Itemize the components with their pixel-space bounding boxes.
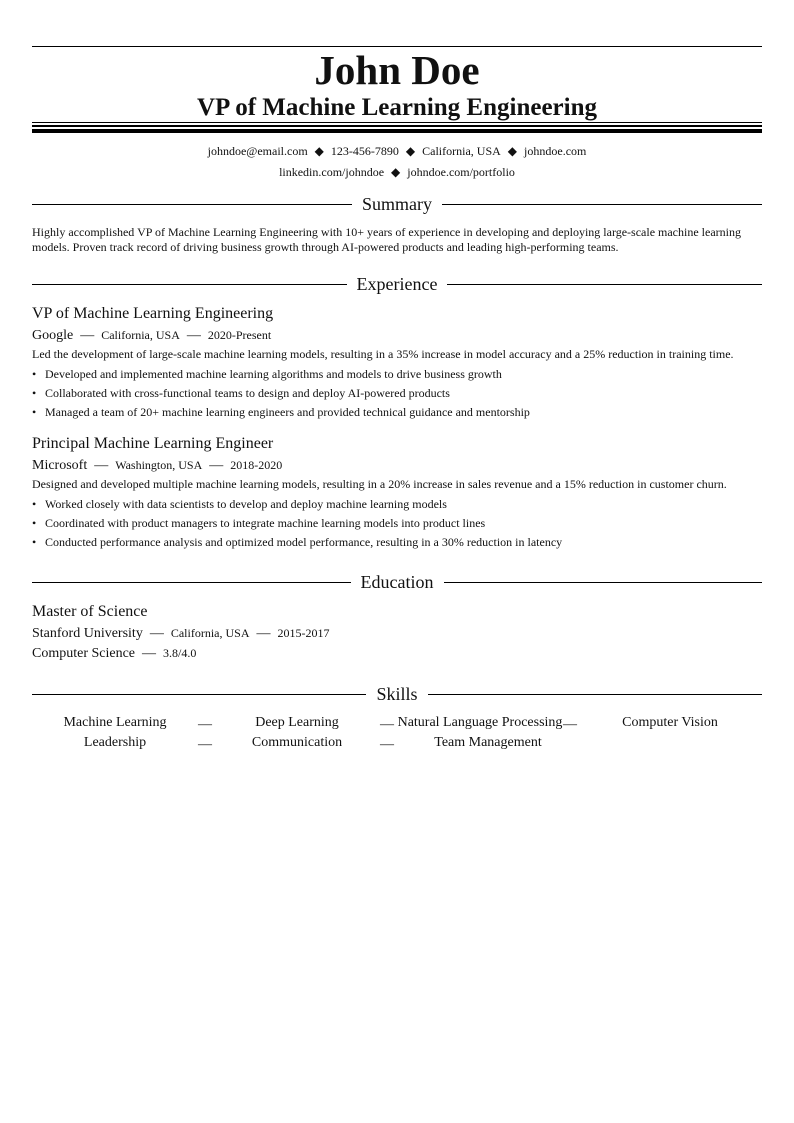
skills-row-2 (32, 733, 762, 753)
summary-text: Highly accomplished VP of Machine Learning Engineering with 10+ years of experience in developing and deploying large-scale machine learning models. Proven track record of driving business growth through AI-powered products and leading high-performing teams. (32, 225, 741, 254)
dash-separator: — (94, 458, 109, 473)
experience-section-heading (32, 273, 762, 295)
job-meta (32, 456, 282, 475)
job-bullet (32, 534, 562, 550)
bullet-text: Conducted performance analysis and optimized model performance, resulting in a 30% reduction in latency (45, 535, 563, 549)
heading-rule-right (444, 582, 763, 583)
summary-heading-label: Summary (362, 194, 432, 214)
contact-linkedin[interactable]: linkedin.com/johndoe (279, 165, 385, 179)
heading-rule-right (447, 284, 762, 285)
contact-location: California, USA (422, 144, 501, 158)
dash-separator: — (198, 717, 212, 732)
diamond-separator-icon: ◆ (405, 144, 416, 158)
job-company: Google (32, 328, 74, 343)
skill-item: Computer Vision (622, 715, 718, 730)
job-dates: 2018-2020 (230, 458, 283, 472)
job-title: Principal Machine Learning Engineer (32, 435, 274, 452)
job-company: Microsoft (32, 458, 88, 473)
job-dates: 2020-Present (207, 328, 272, 342)
job-location: California, USA (101, 328, 180, 342)
education-section-heading (32, 571, 762, 593)
bullet-icon: • (32, 367, 37, 381)
education-field: Computer Science (32, 646, 136, 661)
skill-item: Leadership (83, 735, 147, 750)
skill-item: Team Management (434, 735, 542, 750)
job-description: Designed and developed multiple machine learning models, resulting in a 20% increase in sales revenue and a 15% reduction in customer churn. (32, 477, 727, 491)
contact-line-1 (32, 143, 762, 159)
dash-separator: — (80, 328, 95, 343)
summary-section-heading (32, 193, 762, 215)
contact-phone[interactable]: 123-456-7890 (330, 144, 399, 158)
bullet-text: Collaborated with cross-functional teams to design and deploy AI-powered products (45, 386, 450, 400)
job-bullet (32, 385, 450, 401)
job-bullet (32, 496, 447, 512)
dash-separator: — (149, 626, 164, 641)
education-field-meta (32, 644, 196, 663)
education-meta (32, 624, 329, 643)
heading-rule-left (32, 694, 366, 695)
education-degree: Master of Science (32, 603, 148, 620)
dash-separator: — (186, 328, 201, 343)
skill-item: Communication (251, 735, 343, 750)
dash-separator: — (142, 646, 157, 661)
job-title: VP of Machine Learning Engineering (32, 305, 274, 322)
education-heading-label: Education (360, 572, 434, 592)
contact-email[interactable]: johndoe@email.com (207, 144, 308, 158)
education-dates: 2015-2017 (277, 626, 330, 640)
bullet-text: Managed a team of 20+ machine learning engineers and provided technical guidance and mentorship (45, 405, 530, 419)
heading-rule-left (32, 204, 352, 205)
bullet-icon: • (32, 405, 37, 419)
heading-rule-left (32, 284, 347, 285)
dash-separator: — (198, 737, 212, 752)
dash-separator: — (380, 717, 394, 732)
dash-separator: — (563, 717, 577, 732)
skill-item: Natural Language Processing (397, 715, 563, 730)
job-bullet (32, 404, 530, 420)
skills-heading-label: Skills (376, 684, 418, 704)
heading-rule-right (442, 204, 762, 205)
contact-portfolio[interactable]: johndoe.com/portfolio (407, 165, 515, 179)
skills-section-heading (32, 683, 762, 705)
diamond-separator-icon: ◆ (314, 144, 324, 158)
bullet-text: Coordinated with product managers to integrate machine learning models into product lines (45, 516, 486, 530)
dash-separator: — (380, 737, 394, 752)
contact-line-2 (32, 164, 762, 180)
education-location: California, USA (170, 626, 250, 640)
skill-item: Deep Learning (255, 715, 339, 730)
bullet-text: Worked closely with data scientists to develop and deploy machine learning models (45, 497, 447, 511)
dash-separator: — (256, 626, 271, 641)
education-gpa: 3.8/4.0 (163, 646, 197, 660)
skills-row-1 (32, 713, 762, 733)
header-rule-thick (32, 129, 762, 133)
job-location: Washington, USA (115, 458, 203, 472)
job-description: Led the development of large-scale machine learning models, resulting in a 35% increase in model accuracy and a 25% reduction in training time. (32, 347, 734, 361)
diamond-separator-icon: ◆ (391, 165, 401, 179)
bullet-icon: • (32, 535, 37, 549)
bullet-text: Developed and implemented machine learning algorithms and models to drive business growth (45, 367, 502, 381)
contact-website[interactable]: johndoe.com (524, 144, 587, 158)
heading-rule-right (428, 694, 762, 695)
job-bullet (32, 366, 502, 382)
job-bullet (32, 515, 485, 531)
job-meta (32, 326, 271, 345)
bullet-icon: • (32, 497, 37, 511)
heading-rule-left (32, 582, 351, 583)
bullet-icon: • (32, 386, 37, 400)
diamond-separator-icon: ◆ (507, 144, 518, 158)
skill-item: Machine Learning (63, 715, 167, 730)
candidate-title: VP of Machine Learning Engineering (197, 94, 597, 121)
header-rule-medium (32, 125, 762, 127)
experience-heading-label: Experience (356, 274, 438, 294)
dash-separator: — (209, 458, 224, 473)
candidate-name: John Doe (314, 47, 480, 93)
education-school: Stanford University (32, 626, 143, 641)
bullet-icon: • (32, 516, 37, 530)
header-rule-thin (32, 122, 762, 123)
